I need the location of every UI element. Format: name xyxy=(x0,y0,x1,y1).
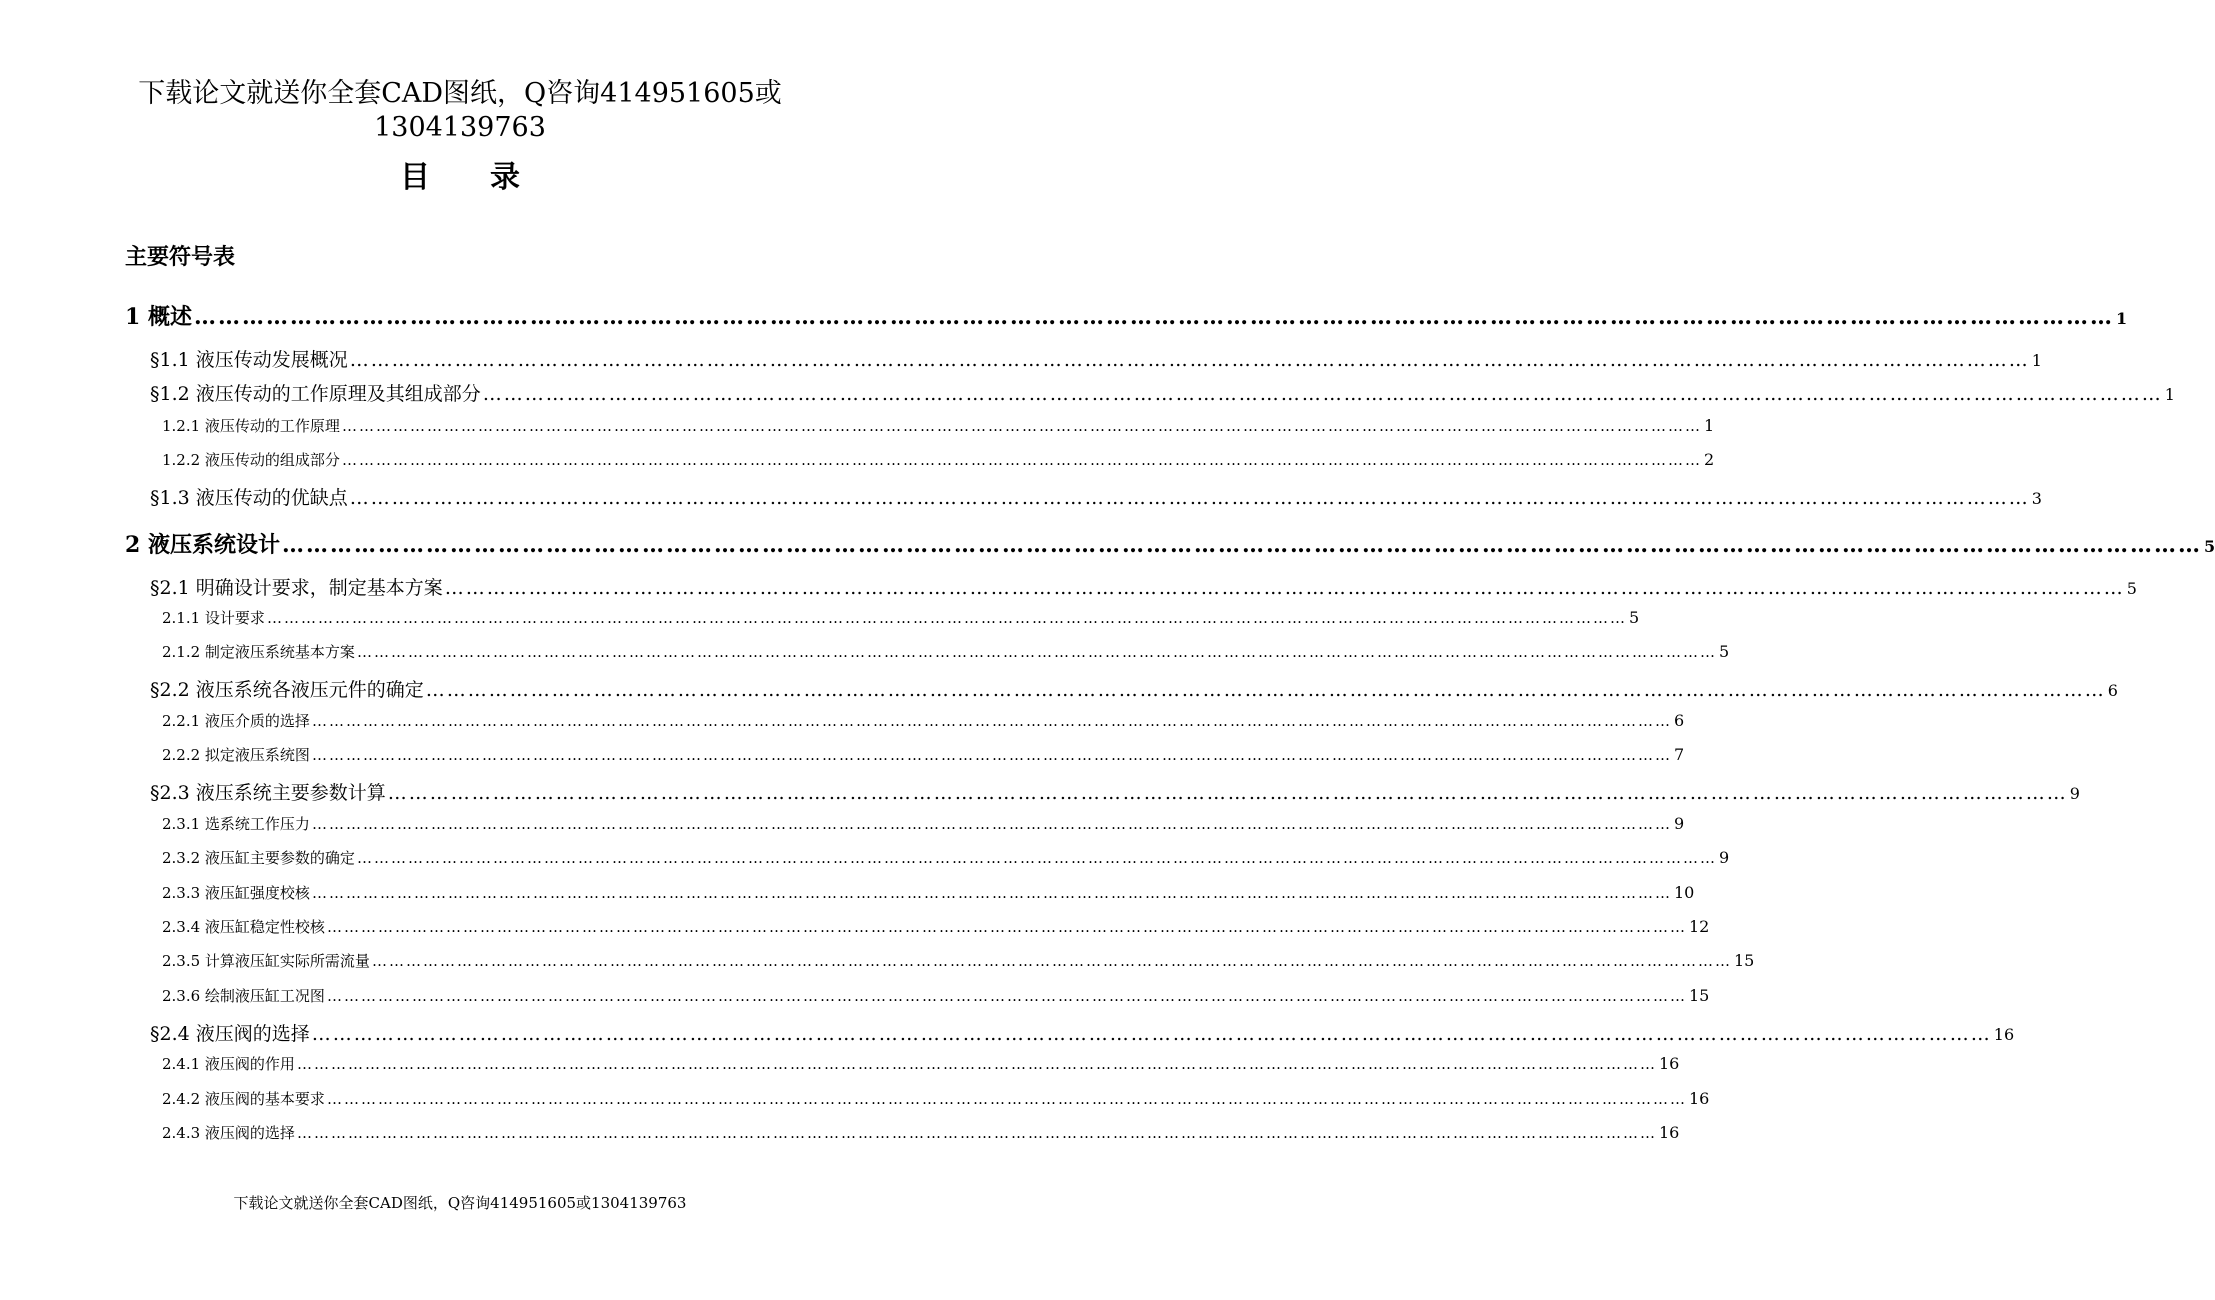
toc-entry-page: 3 xyxy=(2031,489,2042,508)
toc-entry-page: 9 xyxy=(2069,784,2080,803)
toc-leader-dots: …………………………………………………………………………………………………………………………………………………………………………………………………………………… xyxy=(281,532,2202,558)
toc-leader-dots: …………………………………………………………………………………………………………………………………………………………………………………………………………………… xyxy=(482,383,2163,405)
toc-entry-page: 5 xyxy=(2126,579,2137,598)
toc-entry-page: 16 xyxy=(1658,1054,1680,1073)
page-title: 目录 xyxy=(400,160,580,195)
toc-entry xyxy=(162,847,1730,868)
toc-entry-page: 15 xyxy=(1688,986,1710,1005)
toc-leader-dots: …………………………………………………………………………………………………………………………………………………………………………………………………………………… xyxy=(341,417,1702,435)
toc-leader-dots: …………………………………………………………………………………………………………………………………………………………………………………………………………………… xyxy=(311,884,1672,902)
toc-leader-dots: …………………………………………………………………………………………………………………………………………………………………………………………………………………… xyxy=(311,712,1672,730)
toc-entry-page: 1 xyxy=(1703,416,1715,435)
toc-entry-page: 9 xyxy=(1673,814,1685,833)
header-line-2: 1304139763 xyxy=(374,112,546,143)
page-footer: 下载论文就送你全套CAD图纸，Q咨询414951605或1304139763 xyxy=(233,1194,687,1212)
toc-entry-page: 12 xyxy=(1688,917,1710,936)
toc-entry-label: 2.3.4 液压缸稳定性校核 xyxy=(162,918,325,936)
toc-entry xyxy=(162,607,1640,628)
toc-leader-dots: …………………………………………………………………………………………………………………………………………………………………………………………………………………… xyxy=(311,746,1672,764)
toc-leader-dots: …………………………………………………………………………………………………………………………………………………………………………………………………………………… xyxy=(425,679,2106,701)
toc-leader-dots: …………………………………………………………………………………………………………………………………………………………………………………………………………………… xyxy=(311,1023,1992,1045)
toc-leader-dots: …………………………………………………………………………………………………………………………………………………………………………………………………………………… xyxy=(349,487,2030,509)
toc-leader-dots: …………………………………………………………………………………………………………………………………………………………………………………………………………………… xyxy=(371,952,1732,970)
toc-entry xyxy=(150,483,2042,510)
toc-entry-label: 2.3.6 绘制液压缸工况图 xyxy=(162,987,325,1005)
toc-leader-dots: …………………………………………………………………………………………………………………………………………………………………………………………………………………… xyxy=(356,849,1717,867)
toc-entry-label: 2.1.2 制定液压系统基本方案 xyxy=(162,643,355,661)
toc-entry-page: 15 xyxy=(1733,951,1755,970)
toc-entry-page: 5 xyxy=(1628,608,1640,627)
toc-entry xyxy=(150,675,2118,702)
toc-entry xyxy=(162,985,1710,1006)
toc-leader-dots: …………………………………………………………………………………………………………………………………………………………………………………………………………………… xyxy=(193,304,2114,330)
toc-entry xyxy=(150,345,2042,372)
toc-leader-dots: …………………………………………………………………………………………………………………………………………………………………………………………………………………… xyxy=(326,1090,1687,1108)
toc-entry-label: 2.4.2 液压阀的基本要求 xyxy=(162,1090,325,1108)
toc-entry-label: 2.4.1 液压阀的作用 xyxy=(162,1055,295,1073)
toc-entry xyxy=(162,1053,1680,1074)
toc-entry-label: 1.2.1 液压传动的工作原理 xyxy=(162,417,340,435)
header-line-1: 下载论文就送你全套CAD图纸，Q咨询414951605或 xyxy=(138,78,782,109)
toc-entry-label: 2.3.3 液压缸强度校核 xyxy=(162,884,310,902)
toc-entry xyxy=(162,1088,1710,1109)
toc-entry xyxy=(162,449,1715,470)
toc-leader-dots: …………………………………………………………………………………………………………………………………………………………………………………………………………………… xyxy=(326,918,1687,936)
toc-entry xyxy=(162,641,1730,662)
toc-entry-page: 16 xyxy=(1658,1123,1680,1142)
toc-entry-page: 10 xyxy=(1673,883,1695,902)
toc-entry-label: §1.1 液压传动发展概况 xyxy=(150,349,348,371)
toc-entry xyxy=(162,1122,1680,1143)
toc-entry xyxy=(162,415,1715,436)
toc-entry-page: 5 xyxy=(2203,537,2215,556)
toc-entry xyxy=(150,379,2175,406)
toc-leader-dots: …………………………………………………………………………………………………………………………………………………………………………………………………………………… xyxy=(326,987,1687,1005)
toc-entry xyxy=(162,916,1710,937)
toc-entry-page: 6 xyxy=(1673,711,1685,730)
toc-entry-page: 2 xyxy=(1703,450,1715,469)
toc-leader-dots: …………………………………………………………………………………………………………………………………………………………………………………………………………………… xyxy=(266,609,1627,627)
toc-entry-label: 2.3.5 计算液压缸实际所需流量 xyxy=(162,952,370,970)
toc-entry xyxy=(162,882,1695,903)
toc-entry-page: 7 xyxy=(1673,745,1685,764)
toc-entry xyxy=(125,528,2215,559)
toc-entry-label: §2.1 明确设计要求，制定基本方案 xyxy=(150,577,443,599)
toc-entry-label: 1 概述 xyxy=(125,304,192,330)
toc-entry xyxy=(150,573,2137,600)
toc-entry-page: 9 xyxy=(1718,848,1730,867)
toc-entry xyxy=(150,778,2080,805)
toc-entry-page: 16 xyxy=(1993,1025,2015,1044)
toc-entry-page: 1 xyxy=(2164,385,2175,404)
toc-entry xyxy=(162,710,1685,731)
toc-entry xyxy=(162,813,1685,834)
toc-entry-page: 6 xyxy=(2107,681,2118,700)
toc-entry-label: §1.3 液压传动的优缺点 xyxy=(150,487,348,509)
toc-leader-dots: …………………………………………………………………………………………………………………………………………………………………………………………………………………… xyxy=(296,1055,1657,1073)
toc-entry-label: 2 液压系统设计 xyxy=(125,532,280,558)
toc-entry-label: §2.2 液压系统各液压元件的确定 xyxy=(150,679,424,701)
toc-entry-page: 16 xyxy=(1688,1089,1710,1108)
toc-leader-dots: …………………………………………………………………………………………………………………………………………………………………………………………………………………… xyxy=(349,349,2030,371)
toc-entry-page: 5 xyxy=(1718,642,1730,661)
toc-leader-dots: …………………………………………………………………………………………………………………………………………………………………………………………………………………… xyxy=(341,451,1702,469)
toc-entry-page: 1 xyxy=(2031,351,2042,370)
symbols-heading: 主要符号表 xyxy=(125,244,236,270)
toc-leader-dots: …………………………………………………………………………………………………………………………………………………………………………………………………………………… xyxy=(387,782,2068,804)
toc-entry-label: 2.3.2 液压缸主要参数的确定 xyxy=(162,849,355,867)
toc-entry-label: §2.4 液压阀的选择 xyxy=(150,1023,310,1045)
toc-leader-dots: …………………………………………………………………………………………………………………………………………………………………………………………………………………… xyxy=(311,815,1672,833)
toc-entry-label: 2.1.1 设计要求 xyxy=(162,609,265,627)
toc-entry-page: 1 xyxy=(2115,309,2128,328)
toc-entry-label: 2.2.2 拟定液压系统图 xyxy=(162,746,310,764)
toc-entry-label: 2.4.3 液压阀的选择 xyxy=(162,1124,295,1142)
toc-entry-label: 2.3.1 选系统工作压力 xyxy=(162,815,310,833)
toc-entry xyxy=(125,300,2128,331)
toc-entry xyxy=(162,950,1755,971)
toc-entry-label: 1.2.2 液压传动的组成部分 xyxy=(162,451,340,469)
toc-leader-dots: …………………………………………………………………………………………………………………………………………………………………………………………………………………… xyxy=(356,643,1717,661)
toc-entry-label: §1.2 液压传动的工作原理及其组成部分 xyxy=(150,383,481,405)
toc-entry xyxy=(150,1019,2015,1046)
toc-entry xyxy=(162,744,1685,765)
toc-entry-label: §2.3 液压系统主要参数计算 xyxy=(150,782,386,804)
toc-leader-dots: …………………………………………………………………………………………………………………………………………………………………………………………………………………… xyxy=(444,577,2125,599)
toc-leader-dots: …………………………………………………………………………………………………………………………………………………………………………………………………………………… xyxy=(296,1124,1657,1142)
toc-entry-label: 2.2.1 液压介质的选择 xyxy=(162,712,310,730)
